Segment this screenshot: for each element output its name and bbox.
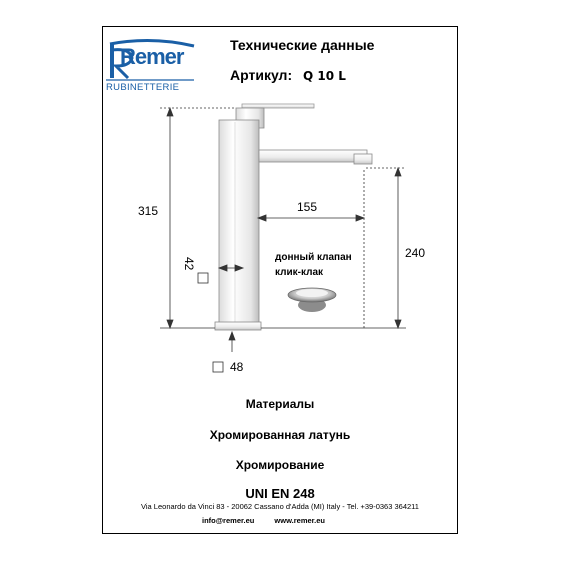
faucet-body <box>215 120 261 330</box>
materials-heading: Материалы <box>245 397 315 411</box>
drain-valve-label <box>275 250 352 280</box>
footer-website: www.remer.eu <box>274 516 325 525</box>
page-title: Технические данные <box>230 37 375 53</box>
faucet-spout <box>259 150 372 164</box>
material-value: Хромированная латунь <box>209 428 351 442</box>
dim-label-spout-height: 240 <box>405 246 426 260</box>
drain-valve-label-line1: донный клапан <box>275 252 352 263</box>
dim-spout-height <box>261 168 406 328</box>
brand-subtitle: RUBINETTERIE <box>106 82 180 93</box>
article-code: Q 10 L <box>303 69 346 83</box>
footer-email: info@remer.eu <box>202 516 255 525</box>
dim-label-body-width: 42 <box>182 257 196 271</box>
dim-label-total-height: 315 <box>138 204 159 218</box>
footer-contacts <box>202 516 343 525</box>
square-section-icon <box>198 273 208 283</box>
square-section-icon <box>213 362 223 372</box>
dim-label-spout-reach: 155 <box>297 200 318 214</box>
dim-base-width <box>229 332 235 352</box>
article-label: Артикул: <box>230 67 293 83</box>
brand-name: Remer <box>120 44 184 69</box>
finish-value: Хромирование <box>235 458 325 472</box>
dim-label-base-width: 48 <box>230 360 244 374</box>
drain-valve-label-line2: клик-клак <box>275 267 324 278</box>
drain-valve-icon <box>288 288 336 312</box>
footer-address: Via Leonardo da Vinci 83 - 20062 Cassano d'Adda (MI) Italy - Tel. +39-0363 364211 <box>141 502 419 511</box>
standard-value: UNI EN 248 <box>245 486 315 501</box>
